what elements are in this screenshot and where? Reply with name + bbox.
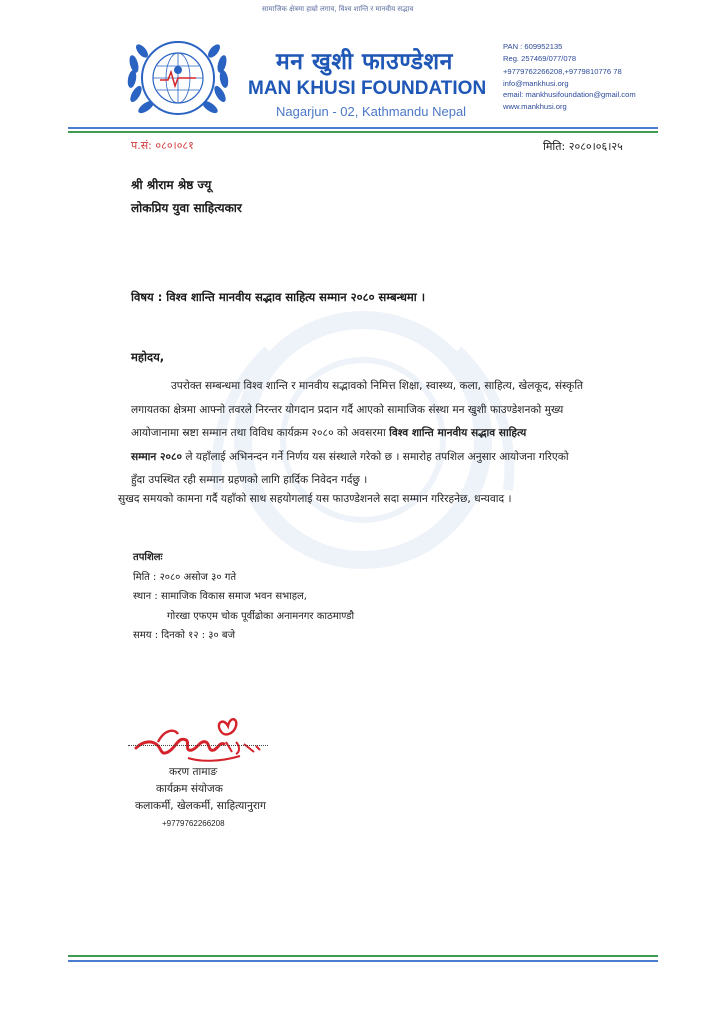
signatory-description: कलाकर्मी, खेलकर्मी, साहित्यानुराग	[135, 800, 266, 812]
letter-body	[131, 375, 676, 493]
footer-divider-blue	[68, 960, 658, 962]
foundation-name-english: MAN KHUSI FOUNDATION	[248, 78, 487, 99]
body-line	[131, 422, 676, 446]
signatory-phone: +9779762266208	[162, 819, 225, 828]
signatory-name: करण तामाङ	[169, 766, 218, 778]
body-text: आयोजानामा स्रष्टा सम्मान तथा विविध कार्यक्रम २०८० को अवसरमा	[131, 427, 390, 440]
award-name-bold: सम्मान २०८०	[131, 450, 183, 463]
details-heading: तपशिलः	[133, 552, 163, 563]
event-venue: स्थान : सामाजिक विकास समाज भवन सभाहल,	[133, 591, 307, 602]
header-divider-green	[68, 131, 658, 133]
contact-block	[503, 41, 636, 113]
recipient-name: श्री श्रीराम श्रेष्ठ ज्यू	[131, 178, 212, 192]
handwritten-signature-icon	[128, 712, 278, 772]
body-line: उपरोक्त सम्बन्धमा विश्व शान्ति र मानवीय सद्भावको निमित्त शिक्षा, स्वास्थ्य, कला, साहित्य, खेलकूद, संस्कृति	[171, 380, 584, 392]
body-line	[131, 446, 676, 470]
event-venue-cont: गोरखा एफएम चोक पूर्वीढोका अनामनगर काठमाण्डौ	[167, 610, 355, 622]
foundation-name-nepali: मन खुशी फाउण्डेशन	[276, 49, 453, 75]
event-details	[133, 548, 354, 646]
foundation-address: Nagarjun - 02, Kathmandu Nepal	[276, 104, 467, 119]
header-divider-blue	[68, 127, 658, 129]
signature-line	[128, 745, 268, 746]
pan-number: PAN : 609952135	[503, 42, 563, 51]
closing-line: सुखद समयको कामना गर्दै यहाँको साथ सहयोगलाई यस फाउण्डेशनले सदा सम्मान गरिरहनेछ, धन्यवाद ।	[118, 493, 512, 505]
foundation-logo-icon	[122, 34, 234, 124]
registration-number: Reg. 257469/077/078	[503, 53, 577, 63]
salutation: महोदय,	[131, 350, 165, 364]
body-text: ले यहाँलाई अभिनन्दन गर्ने निर्णय यस संस्थाले गरेको छ । समारोह तपशिल अनुसार आयोजना गरिएको	[182, 450, 569, 463]
phone-numbers: +9779762266208,+9779810776 78	[503, 67, 622, 77]
info-email: info@mankhusi.org	[503, 78, 569, 88]
letter-subject: विषय : विश्व शान्ति मानवीय सद्भाव साहित्य सम्मान २०८० सम्बन्धमा ।	[131, 290, 426, 304]
addressee-block	[131, 174, 242, 220]
letter-date: मिति: २०८०।०६।२५	[543, 140, 623, 153]
header-tagline: सामाजिक क्षेत्रमा हाम्रो लगाव, विश्व शान्ति र मानवीय सद्भाव	[262, 5, 414, 13]
award-name-bold: विश्व शान्ति मानवीय सद्भाव साहित्य	[389, 427, 527, 440]
footer-divider-green	[68, 955, 658, 957]
body-line: लगायतका क्षेत्रमा आफ्नो तवरले निरन्तर योगदान प्रदान गर्दै आएको सामाजिक संस्था मन खुशी फाउण्डेशनको मुख्य	[131, 403, 564, 416]
reference-number: प.सं: ०८०।०८१	[131, 139, 194, 152]
body-line: हुँदा उपस्थित रही सम्मान ग्रहणको लागि हार्दिक निवेदन गर्दछु ।	[131, 474, 368, 487]
recipient-title: लोकप्रिय युवा साहित्यकार	[131, 201, 242, 215]
signatory-title: कार्यक्रम संयोजक	[156, 783, 223, 795]
event-date: मिति : २०८० असोज ३० गते	[133, 571, 237, 583]
contact-email: email: mankhusifoundation@gmail.com	[503, 90, 636, 100]
event-time: समय : दिनको १२ : ३० बजे	[133, 630, 236, 641]
website: www.mankhusi.org	[503, 101, 567, 111]
